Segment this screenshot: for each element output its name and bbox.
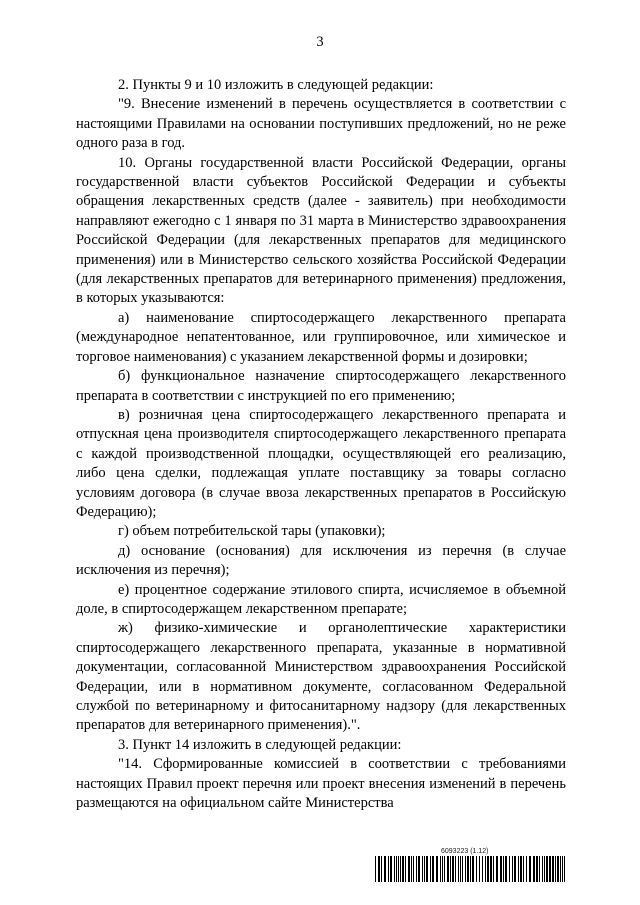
barcode-bar	[482, 856, 483, 882]
barcode-bar	[472, 856, 474, 882]
barcode-bar	[509, 856, 510, 882]
barcode-bar	[450, 856, 451, 882]
barcode-bar	[400, 856, 401, 882]
barcode-bar	[444, 856, 445, 882]
barcode-bar	[500, 856, 502, 882]
barcode-bar	[539, 856, 540, 882]
barcode-bar	[549, 856, 551, 882]
document-body	[76, 76, 566, 813]
barcode-bar	[479, 856, 480, 882]
barcode-bar	[485, 856, 486, 882]
barcode-bar	[487, 856, 489, 882]
barcode-bar	[375, 856, 376, 882]
paragraph-subitem-zh: ж) физико-химические и органолептические характеристики спиртосодержащего лекарственного препарата, указанные в нормативной документации, согласованной Министерством здравоохранения Российской Федерации, или в нормативном документе, согласованном Федеральной службой по ветеринарному и фитосанитарному надзору (для лекарственных препаратов для ветеринарного применения).".	[76, 620, 566, 734]
barcode-bar	[405, 856, 406, 882]
barcode-bar	[426, 856, 428, 882]
barcode-bar	[520, 856, 522, 882]
barcode-bar	[503, 856, 504, 882]
barcode-bar	[496, 856, 498, 882]
barcode-bar	[512, 856, 513, 882]
barcode-bar	[526, 856, 527, 882]
barcode-bar	[562, 856, 563, 882]
paragraph-point-9: "9. Внесение изменений в перечень осуществляется в соответствии с настоящими Правилами на основании поступивших предложений, но не реже одного раза в год.	[76, 96, 566, 152]
barcode-bar	[413, 856, 414, 882]
barcode-bar	[398, 856, 399, 882]
barcode-bar	[418, 856, 420, 882]
barcode-bar	[378, 856, 380, 882]
barcode	[375, 856, 565, 882]
paragraph-subitem-g: г) объем потребительской тары (упаковки);	[118, 523, 386, 540]
document-code: 6093223 (1.12)	[441, 848, 489, 855]
barcode-bar	[523, 856, 524, 882]
barcode-bar	[533, 856, 535, 882]
paragraph-point-10: 10. Органы государственной власти Российской Федерации, органы государственной власти субъектов Российской Федерации и субъекты обращения лекарственных средств (далее - заявитель) при необходимости направляют ежегодно с 1 января по 31 марта в Министерство здравоохранения Российской Федерации (для лекарственных препаратов для медицинского применения) или в Министерство сельского хозяйства Российской Федерации (для лекарственных препаратов для ветеринарного применения) предложения, в которых указываются:	[76, 154, 566, 307]
barcode-bar	[564, 856, 565, 882]
barcode-bar	[465, 856, 466, 882]
barcode-bar	[555, 856, 556, 882]
barcode-bar	[518, 856, 519, 882]
barcode-bar	[411, 856, 412, 882]
paragraph-subitem-a: а) наименование спиртосодержащего лекарственного препарата (международное непатентованное, или группировочное, или химическое и торговое наименования) с указанием лекарственной формы и дозировки;	[76, 309, 566, 365]
barcode-bar	[396, 856, 397, 882]
barcode-bar	[430, 856, 431, 882]
paragraph-item-3-intro: 3. Пункт 14 изложить в следующей редакции:	[118, 736, 402, 753]
barcode-bar	[536, 856, 538, 882]
barcode-bar	[442, 856, 443, 882]
barcode-bar	[490, 856, 492, 882]
barcode-bar	[467, 856, 469, 882]
barcode-bar	[462, 856, 463, 882]
barcode-bar	[416, 856, 417, 882]
paragraph-point-14: "14. Сформированные комиссией в соответствии с требованиями настоящих Правил проект перечня или проект внесения изменений в перечень размещаются на официальном сайте Министерства	[76, 756, 566, 812]
page-number: 3	[316, 34, 324, 50]
barcode-bar	[440, 856, 441, 882]
barcode-bar	[390, 856, 392, 882]
barcode-bar	[432, 856, 434, 882]
barcode-bar	[505, 856, 507, 882]
barcode-bar	[460, 856, 461, 882]
barcode-bar	[447, 856, 449, 882]
barcode-bar	[436, 856, 438, 882]
barcode-bar	[514, 856, 516, 882]
barcode-bar	[394, 856, 395, 882]
paragraph-subitem-e: е) процентное содержание этилового спирта, исчисляемое в объемной доле, в спиртосодержащем лекарственном препарате;	[76, 581, 566, 617]
barcode-bar	[546, 856, 548, 882]
barcode-bar	[408, 856, 410, 882]
barcode-bar	[542, 856, 543, 882]
barcode-bar	[455, 856, 456, 882]
paragraph-item-2-intro: 2. Пункты 9 и 10 изложить в следующей редакции:	[118, 77, 434, 93]
paragraph-subitem-v: в) розничная цена спиртосодержащего лекарственного препарата и отпускная цена производителя спиртосодержащего лекарственного препарата с каждой производственной площадки, осуществляющей его реализацию, либо цена сделки, подлежащая уплате поставщику за товары согласно условиям договора (в случае ввоза лекарственных препаратов в Российскую Федерацию);	[76, 406, 566, 520]
barcode-bar	[424, 856, 425, 882]
paragraph-subitem-d: д) основание (основания) для исключения из перечня (в случае исключения из перечня);	[76, 542, 566, 579]
barcode-bar	[470, 856, 471, 882]
barcode-bar	[402, 856, 404, 882]
paragraph-subitem-b: б) функциональное назначение спиртосодержащего лекарственного препарата в соответствии с инструкцией по его применению;	[76, 368, 566, 404]
barcode-bar	[388, 856, 389, 882]
barcode-bar	[557, 856, 559, 882]
barcode-bar	[493, 856, 494, 882]
barcode-bar	[552, 856, 554, 882]
barcode-bar	[529, 856, 531, 882]
barcode-bar	[476, 856, 477, 882]
barcode-bar	[560, 856, 561, 882]
barcode-bar	[544, 856, 545, 882]
barcode-bar	[452, 856, 454, 882]
barcode-bar	[384, 856, 386, 882]
barcode-bar	[458, 856, 459, 882]
barcode-bar	[422, 856, 423, 882]
barcode-bar	[381, 856, 382, 882]
